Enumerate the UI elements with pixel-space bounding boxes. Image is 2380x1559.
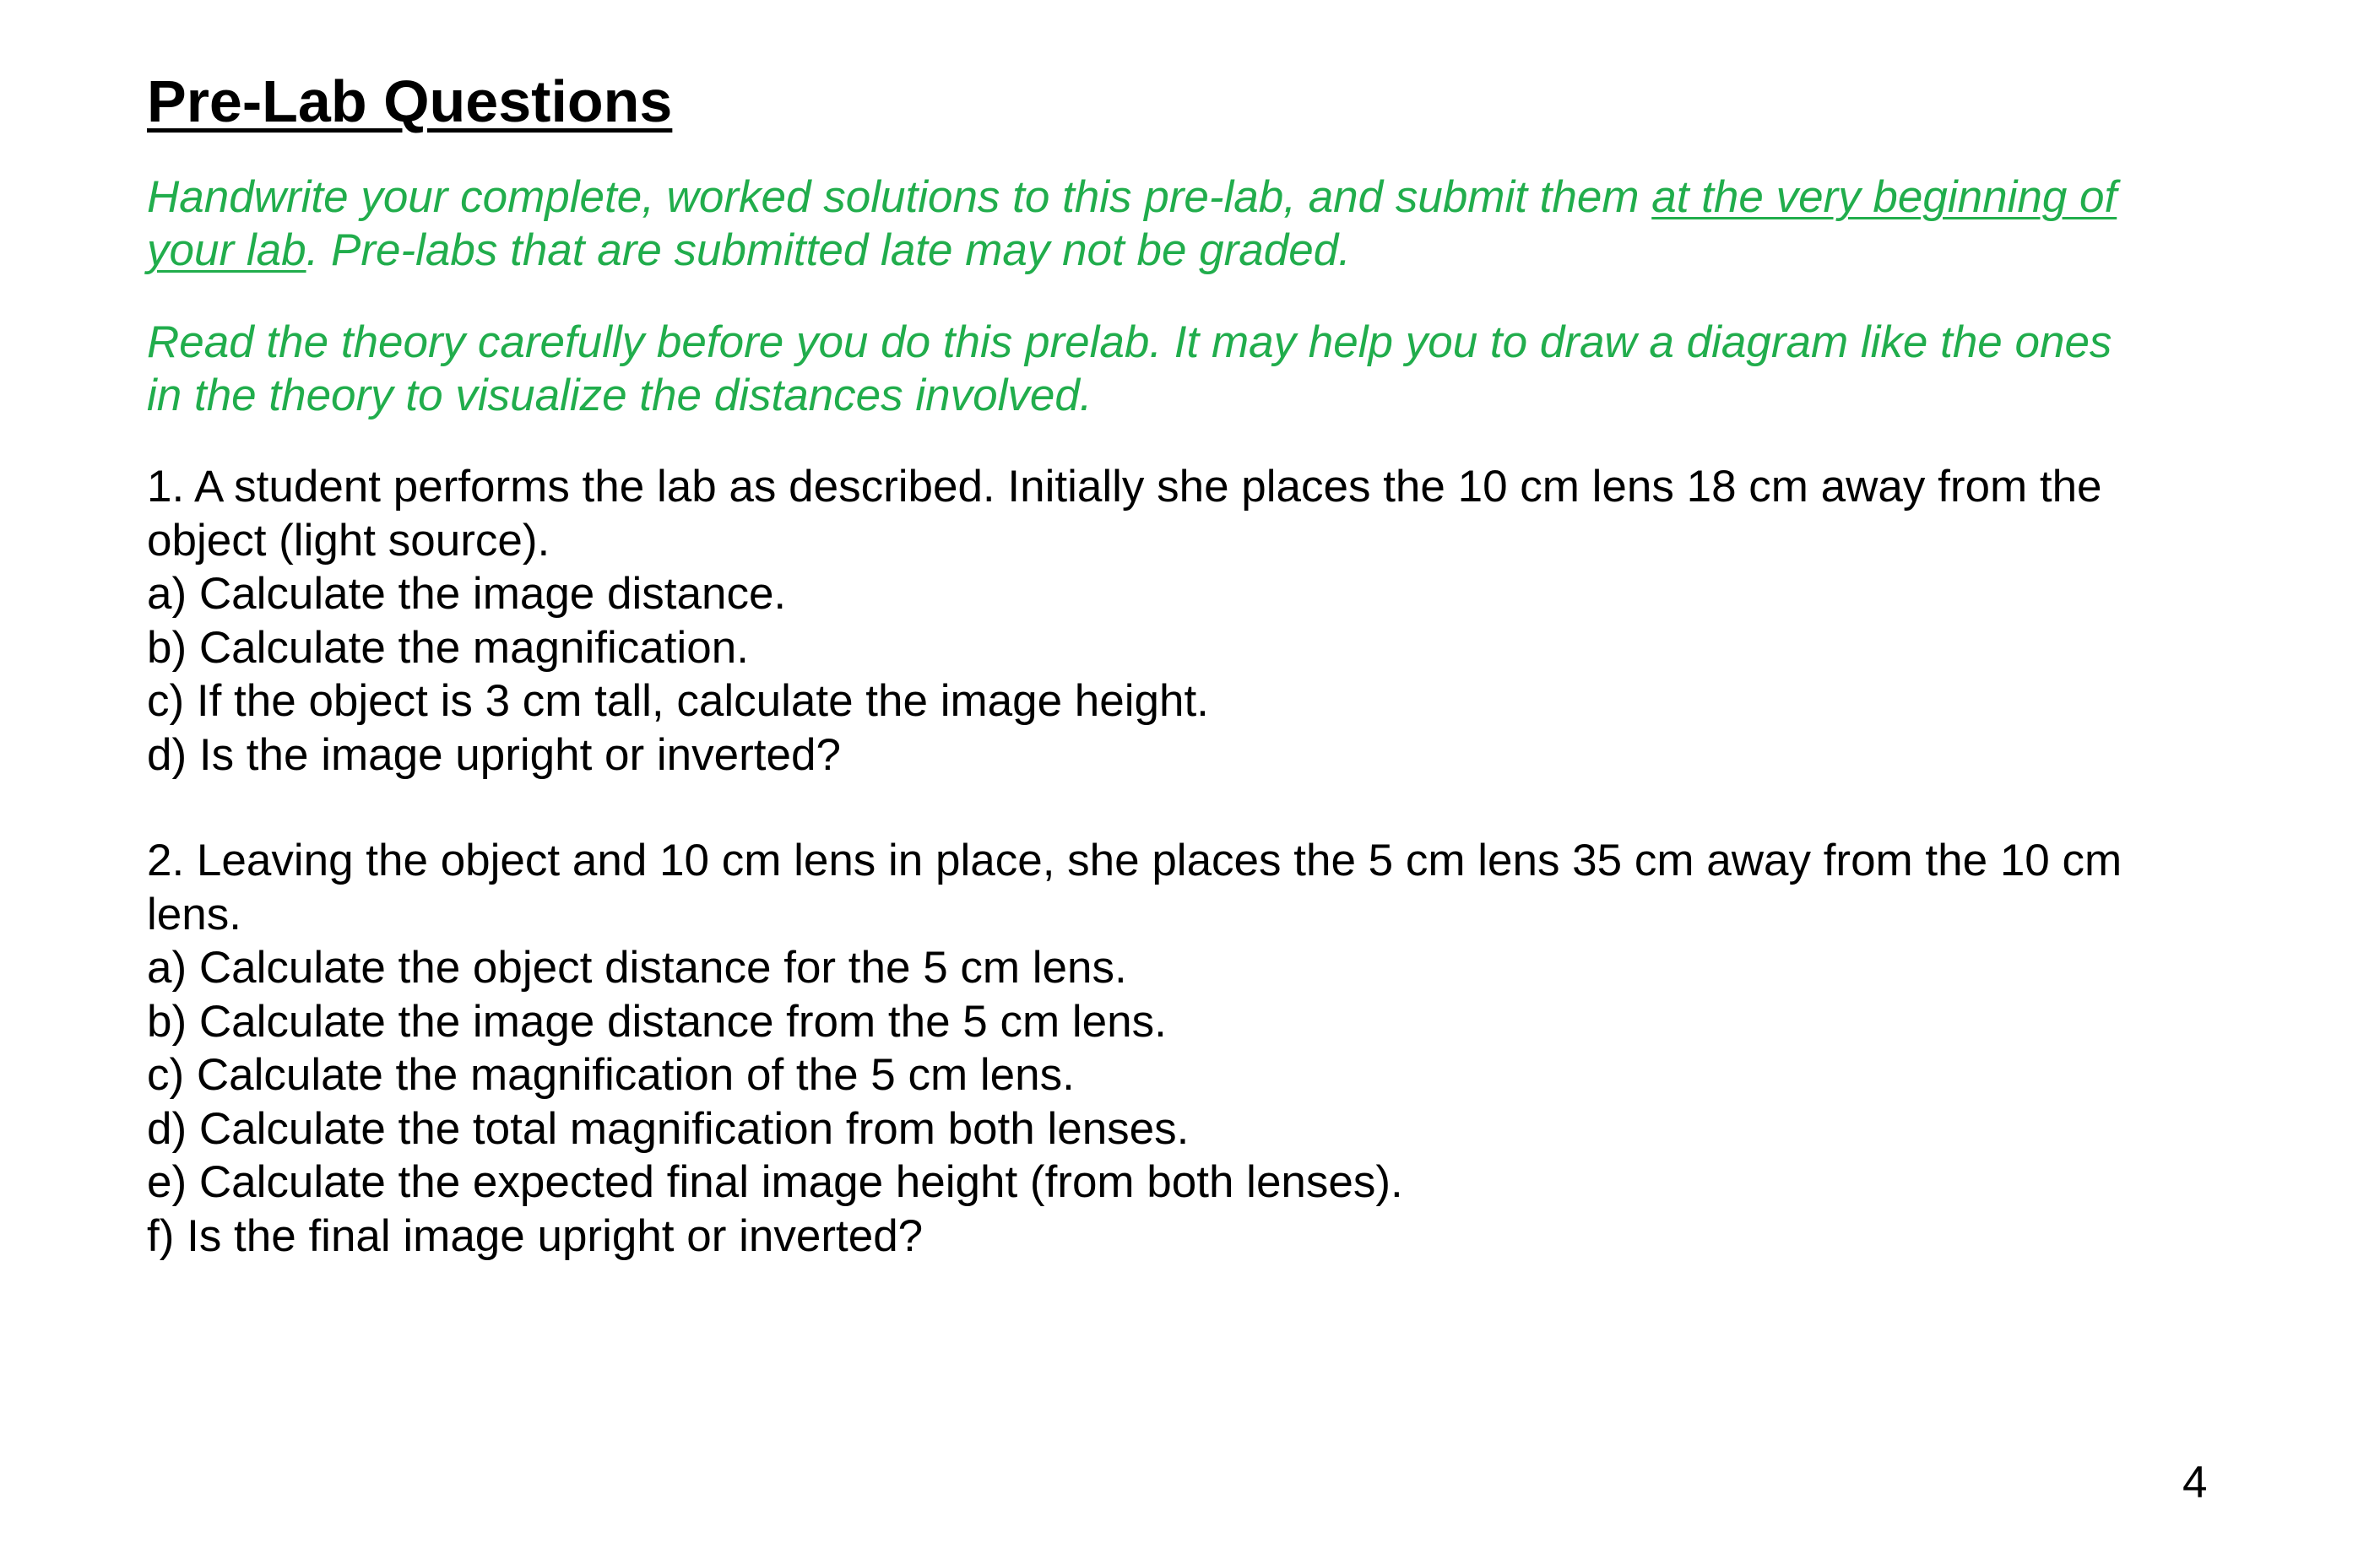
question-2 <box>147 834 2258 1263</box>
theory-instructions-line-1: Read the theory carefully before you do this prelab. It may help you to draw a diagram like the ones <box>147 317 2112 367</box>
instructions-suffix: . Pre-labs that are submitted late may not be graded. <box>306 225 1351 275</box>
question-2-stem-line-2: lens. <box>147 889 241 939</box>
question-2-part-a: a) Calculate the object distance for the 5 cm lens. <box>147 943 1127 993</box>
document-page <box>147 59 2258 1263</box>
question-2-part-f: f) Is the final image upright or inverted? <box>147 1210 924 1261</box>
question-1-part-b: b) Calculate the magnification. <box>147 622 749 673</box>
question-1-part-a: a) Calculate the image distance. <box>147 569 787 619</box>
instructions-prefix: Handwrite your complete, worked solutions to this pre-lab, and submit them <box>147 172 1652 222</box>
theory-instructions <box>147 316 2258 422</box>
question-2-part-c: c) Calculate the magnification of the 5 cm lens. <box>147 1050 1075 1100</box>
question-1 <box>147 460 2258 782</box>
underlined-deadline-text-b: your lab <box>147 225 306 275</box>
question-1-stem-line-2: object (light source). <box>147 515 550 566</box>
question-2-stem-line-1: 2. Leaving the object and 10 cm lens in place, she places the 5 cm lens 35 cm away from the 10 cm <box>147 836 2122 885</box>
submission-instructions <box>147 171 2258 277</box>
question-2-part-d: d) Calculate the total magnification from both lenses. <box>147 1103 1190 1154</box>
question-2-part-b: b) Calculate the image distance from the 5 cm lens. <box>147 996 1167 1047</box>
question-1-stem-line-1: 1. A student performs the lab as described. Initially she places the 10 cm lens 18 cm away from the <box>147 462 2102 512</box>
question-1-part-d: d) Is the image upright or inverted? <box>147 729 841 780</box>
underlined-deadline-text-a: at the very beginning of <box>1651 172 2117 222</box>
question-2-part-e: e) Calculate the expected final image height (from both lenses). <box>147 1157 1403 1207</box>
page-title: Pre-Lab Questions <box>147 68 673 134</box>
theory-instructions-line-2: in the theory to visualize the distances involved. <box>147 371 1092 420</box>
page-number: 4 <box>2182 1458 2208 1508</box>
question-1-part-c: c) If the object is 3 cm tall, calculate the image height. <box>147 676 1209 726</box>
